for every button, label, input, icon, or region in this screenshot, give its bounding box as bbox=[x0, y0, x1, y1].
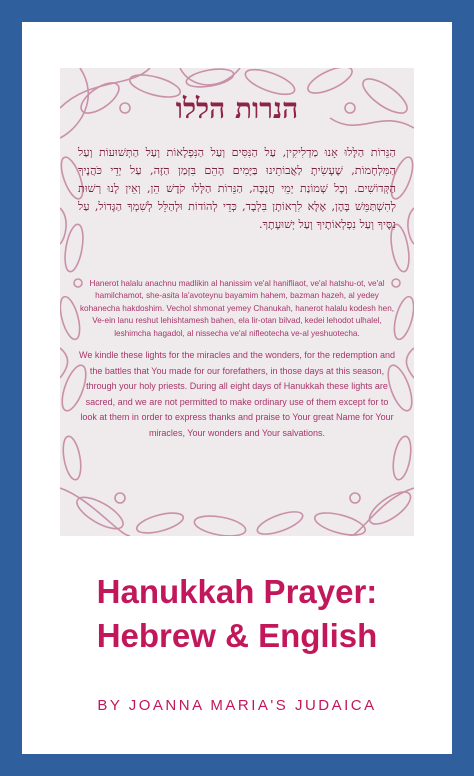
english-translation: We kindle these lights for the miracles and the wonders, for the redemption and the battles that You made for our forefathers, in those days at this season, through your holy priests. During all eight days of Hanukkah these lights are sacred, and we are not permitted to make ordinary use of them except for to look at them in order to express thanks and praise to Your great Name for Your miracles, Your wonders and Your salvations. bbox=[78, 350, 395, 438]
page-title-line2: Hebrew & English bbox=[96, 617, 378, 654]
corner-bracket bbox=[60, 512, 84, 536]
hebrew-title: הנרות הללו bbox=[175, 92, 299, 125]
hebrew-prayer: הַנֵּרוֹת הַלָּלוּ אָנוּ מַדְלִיקִין, עַל הַנִּסִּים וְעַל הַנִּפְלָאוֹת וְעַל הַתְּשׁוּעוֹת וְעַל הַמִּלְחָמוֹת, שֶׁעָשִׂיתָ לַאֲבוֹתֵינוּ בַּיָּמִים הָהֵם בִּזְּמַן הַזֶּה, עַל יְדֵי כֹּהֲנֶיךָ הַקְּדוֹשִׁים. וְכָל שְׁמוֹנַת יְמֵי חֲנֻכָּה, הַנֵּרוֹת הַלָּלוּ קֹדֶשׁ הֵן, וְאֵין לָנוּ רְשׁוּת לְהִשְׁתַּמֵּשׁ בָּהֶן, אֶלָּא לִרְאוֹתָן בִּלְבָד, כְּדֵי לְהוֹדוֹת וּלְהַלֵּל לְשִׁמְךָ הַגָּדוֹל, עַל נִסֶּיךָ וְעַל נִפְלְאוֹתֶיךָ וְעַל יְשׁוּעָתֶךָ. bbox=[78, 146, 396, 231]
transliteration: Hanerot halalu anachnu madlikin al hanissim ve'al hanifliaot, ve'al hatshu-ot, ve'al hamilchamot, she-asita la'avoteynu bayamim hahem, bazman hazeh, al yedey kohanecha hakdoshim. Vechol shmonat yemey Chanukah, hanerot halalu kodesh hen, Ve-ein lanu reshut lehishtamesh bahen, ela lir-otan bilvad, kedei lehodot ulhalel, leshimcha hagadol, al nissecha ve'al nifleotecha ve-al yeshuotecha. bbox=[79, 279, 395, 338]
page-title-line1: Hanukkah Prayer: bbox=[96, 573, 378, 610]
corner-bracket bbox=[390, 512, 414, 536]
byline: BY JOANNA MARIA'S JUDAICA bbox=[97, 697, 377, 714]
prayer-text-block bbox=[78, 84, 396, 442]
